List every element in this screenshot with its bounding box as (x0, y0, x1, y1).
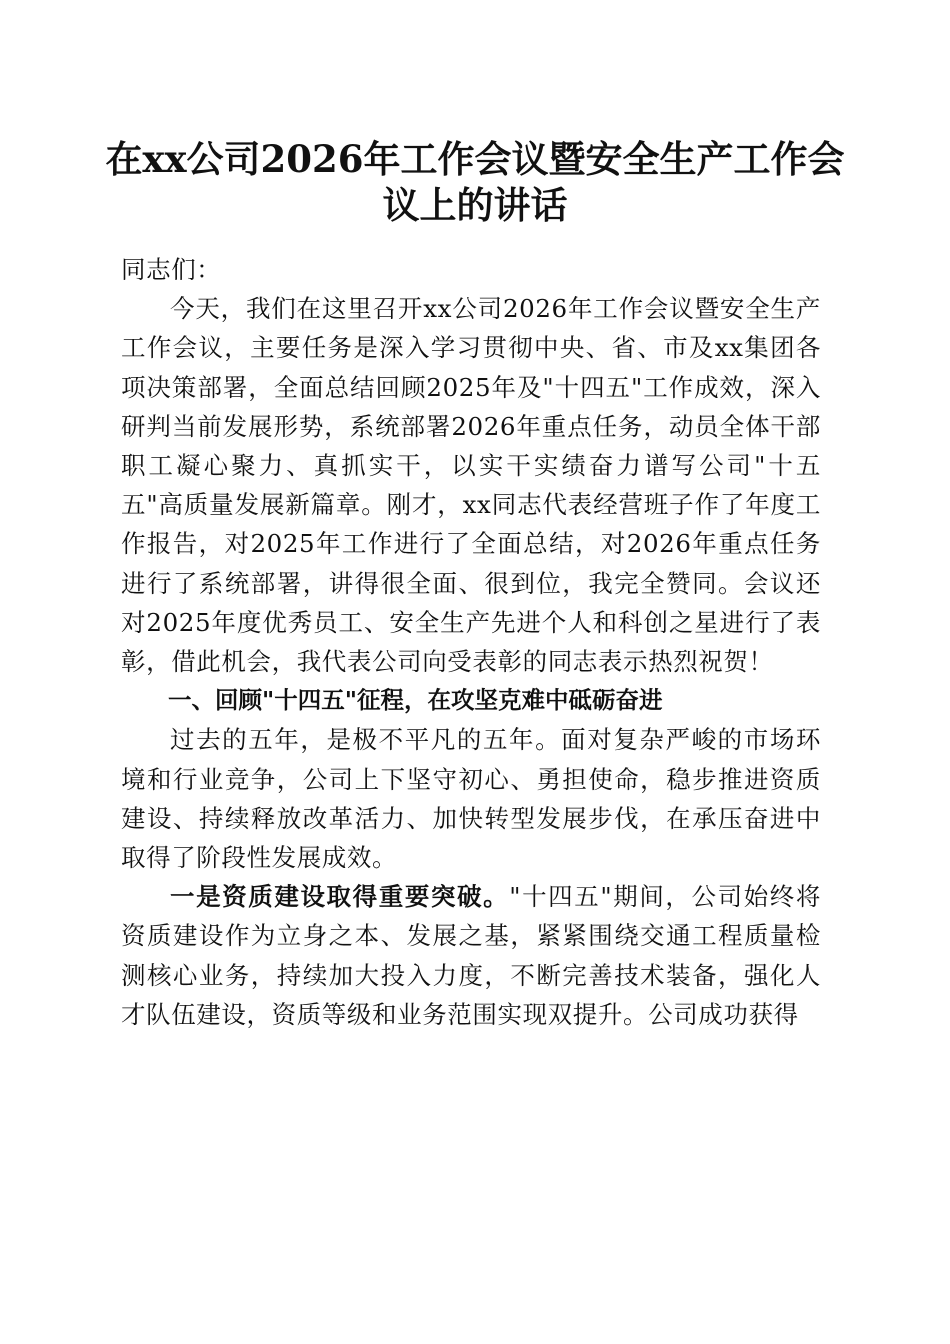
intro-paragraph: 今天，我们在这里召开xx公司2026年工作会议暨安全生产工作会议，主要任务是深入学习贯彻中央、省、市及xx集团各项决策部署，全面总结回顾2025年及"十四五"工作成效，深入研判当前发展形势，系统部署2026年重点任务，动员全体干部职工凝心聚力、真抓实干，以实干实绩奋力谱写公司"十五五"高质量发展新篇章。刚才，xx同志代表经营班子作了年度工作报告，对2025年工作进行了全面总结，对2026年重点任务进行了系统部署，讲得很全面、很到位，我完全赞同。会议还对2025年度优秀员工、安全生产先进个人和科创之星进行了表彰，借此机会，我代表公司向受表彰的同志表示热烈祝贺！ (121, 294, 821, 677)
title-line-2: 议上的讲话 (382, 183, 568, 227)
point-1-paragraph (121, 877, 821, 1034)
section-1-paragraph: 过去的五年，是极不平凡的五年。面对复杂严峻的市场环境和行业竞争，公司上下坚守初心、勇担使命，稳步推进资质建设、持续释放改革活力、加快转型发展步伐，在承压奋进中取得了阶段性发展成效。 (121, 725, 821, 873)
point-1-body: "十四五"期间，公司始终将资质建设作为立身之本、发展之基，紧紧围绕交通工程质量检测核心业务，持续加大投入力度，不断完善技术装备，强化人才队伍建设，资质等级和业务范围实现双提升。公司成功获得 (121, 882, 821, 1029)
title-line-1: 在xx公司2026年工作会议暨安全生产工作会 (105, 137, 845, 181)
section-heading-1: 一、回顾"十四五"征程，在攻坚克难中砥砺奋进 (168, 686, 663, 715)
point-1-lead: 一是资质建设取得重要突破。 (170, 882, 510, 912)
document-title (100, 136, 850, 228)
salutation: 同志们： (121, 255, 222, 284)
document-body (121, 250, 821, 1034)
